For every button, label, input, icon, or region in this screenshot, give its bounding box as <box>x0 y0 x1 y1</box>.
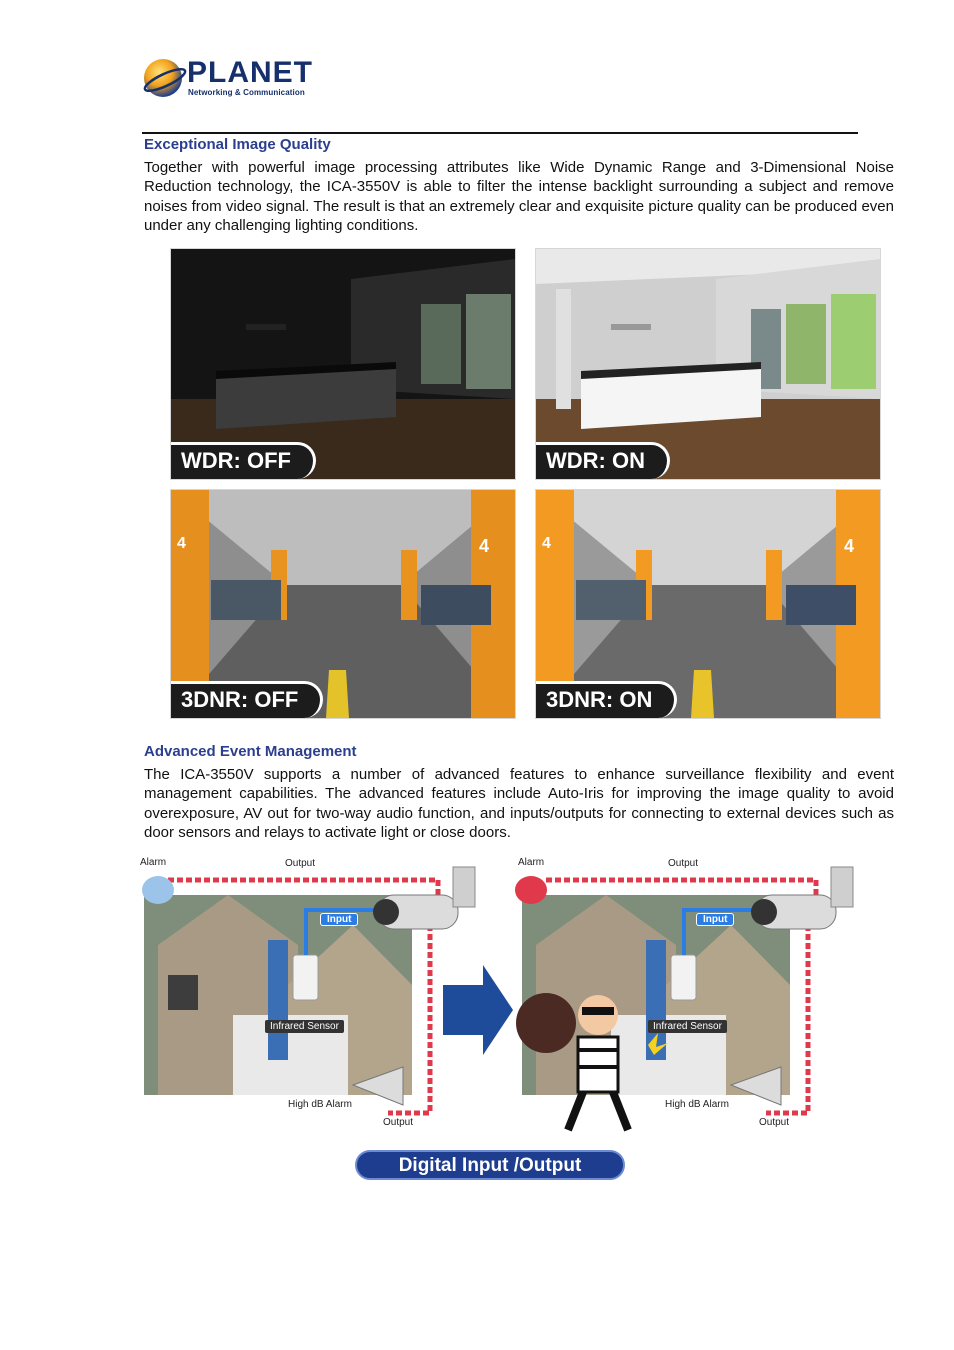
photo-label-3dnr-off: 3DNR: OFF <box>171 681 323 718</box>
svg-text:4: 4 <box>177 535 186 552</box>
section-body-image-quality: Together with powerful image processing attributes like Wide Dynamic Range and 3-Dimensional Noise Reduction technology, the ICA-3550V is able to filter the intense backlight surrounding a subject and remove noises from video signal. The result is that an extremely clear and exquisite picture quality can be produced even under any challenging lighting conditions. <box>144 159 894 234</box>
photo-label-wdr-on: WDR: ON <box>536 442 670 479</box>
diagram-label-alarm-right: Alarm <box>518 857 545 868</box>
section-body-event-management: The ICA-3550V supports a number of advanced features to enhance surveillance flexibility and event management capabilities. The advanced features include Auto-Iris for improving the image quality to avoid overexposure, AV out for two-way audio function, and inputs/outputs for connecting to external devices such as door sensors and relays to activate light or close doors. <box>144 766 894 841</box>
section-heading-event-management: Advanced Event Management <box>144 743 357 760</box>
photo-wdr-off <box>170 248 516 480</box>
diagram-title-pill: Digital Input /Output <box>355 1150 625 1180</box>
diagram-label-alarm-left: Alarm <box>140 857 167 868</box>
digital-io-diagram <box>138 855 858 1140</box>
diagram-label-output-top-right: Output <box>668 858 699 869</box>
diagram-label-high-db-left: High dB Alarm <box>288 1099 352 1110</box>
svg-text:4: 4 <box>844 536 855 556</box>
photo-label-3dnr-on: 3DNR: ON <box>536 681 677 718</box>
diagram-label-sensor-left: Infrared Sensor <box>265 1020 344 1033</box>
diagram-label-high-db-right: High dB Alarm <box>665 1099 729 1110</box>
photo-3dnr-on <box>535 489 881 719</box>
svg-text:4: 4 <box>542 535 551 552</box>
diagram-label-input-left: Input <box>320 913 358 926</box>
diagram-label-output-bottom-right: Output <box>759 1117 790 1128</box>
section-heading-image-quality: Exceptional Image Quality <box>144 136 331 153</box>
diagram-label-input-right: Input <box>696 913 734 926</box>
photo-wdr-on <box>535 248 881 480</box>
diagram-label-output-top-left: Output <box>285 858 316 869</box>
brand-name: PLANET <box>187 56 313 89</box>
header-rule <box>142 132 858 134</box>
diagram-label-sensor-right: Infrared Sensor <box>648 1020 727 1033</box>
diagram-label-output-bottom-left: Output <box>383 1117 414 1128</box>
photo-label-wdr-off: WDR: OFF <box>171 442 316 479</box>
diagram-illustration <box>138 855 858 1140</box>
brand-tagline: Networking & Communication <box>188 88 305 97</box>
svg-text:4: 4 <box>479 536 490 556</box>
planet-globe-icon <box>143 56 187 100</box>
photo-3dnr-off <box>170 489 516 719</box>
